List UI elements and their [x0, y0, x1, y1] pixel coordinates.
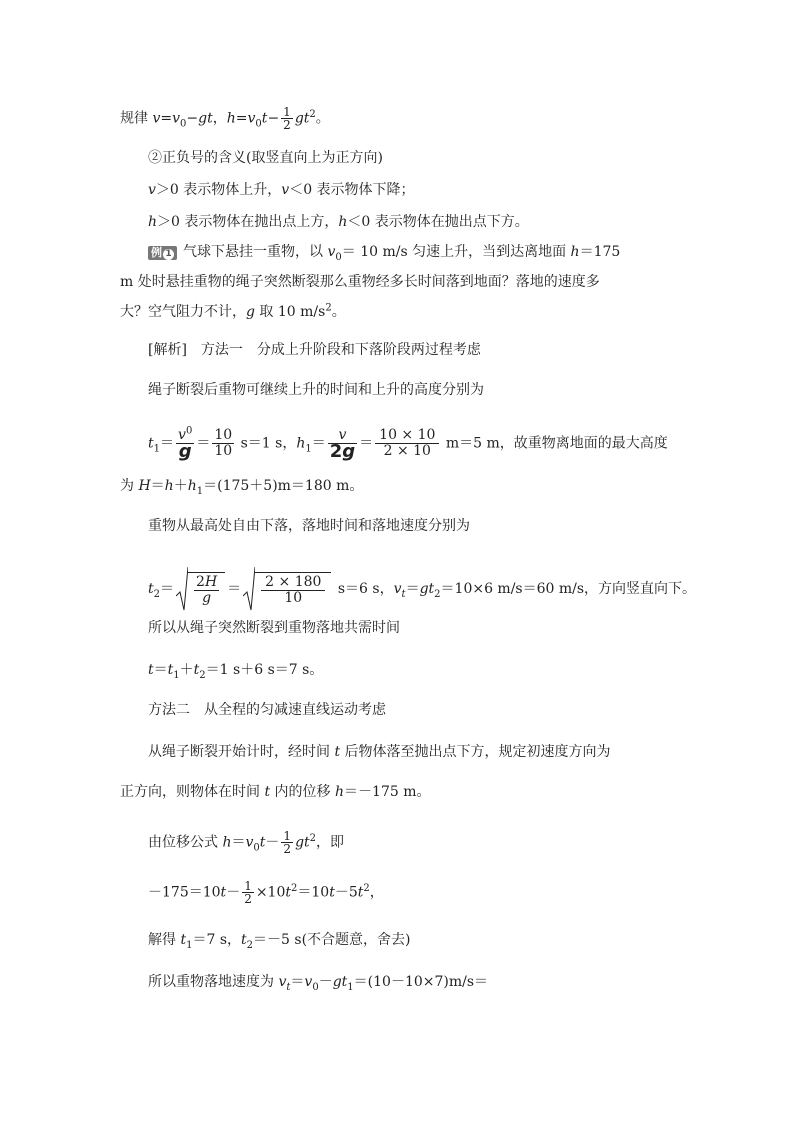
sqrt-2H-over-g: $\frac{2H}{g}$ — [176, 566, 225, 612]
method-two-line-2: 正方向，则物体在时间 t 内的位移 h＝－175 m。 — [120, 784, 431, 800]
fraction-half: $\frac{1}{2}$ — [283, 105, 291, 132]
solution-roots: 解得 $t_1=7$ s，$t_2=-5$ s(不合题意，舍去) — [148, 932, 411, 951]
velocity-sign-line: v＞0 表示物体上升，v＜0 表示物体下降； — [148, 182, 415, 198]
height-sign-line: h＞0 表示物体在抛出点上方，h＜0 表示物体在抛出点下方。 — [148, 214, 529, 230]
method-two-line-1: 从绳子断裂开始计时，经时间 t 后物体落至抛出点下方，规定初速度方向为 — [148, 744, 611, 760]
final-velocity-line: 所以重物落地速度为 $v_t=v_0-gt_1=(10-10\times 7)m/s=$ — [148, 974, 489, 993]
max-height-line: 为 $H=h+h_1=(175+5)m=180$ m。 — [120, 478, 364, 497]
method-two-heading: 方法二 从全程的匀减速直线运动考虑 — [148, 702, 386, 718]
displacement-formula: 由位移公式 $h=v_0t-$ $\frac{1}{2}$ $gt^2$，即 — [148, 829, 345, 856]
example-line-3: 大？空气阻力不计，g 取 10 $m/s^2$。 — [120, 302, 346, 320]
formula-t1-h1: $t_1=$ $v^0$ g ＝ $\frac{10}{10}$ s＝1 s，$h_1=$ v 2g ＝ $\frac{10 \times 10}{2 \times 10}$ m＝5 m，故重物离地面的最大高度 — [148, 425, 668, 462]
solution-line-1: 绳子断裂后重物可继续上升的时间和上升的高度分别为 — [148, 382, 484, 398]
solution-line-free-fall: 重物从最高处自由下落，落地时间和落地速度分别为 — [148, 518, 470, 534]
sqrt-2x180-over-10: $\frac{2 \times 180}{10}$ — [243, 566, 331, 612]
example-badge: 例 1 — [148, 246, 177, 260]
example-line-2: m 处时悬挂重物的绳子突然断裂那么重物经多长时间落到地面？落地的速度多 — [120, 274, 600, 290]
sign-meaning-heading: ②正负号的含义(取竖直向上为正方向) — [148, 150, 383, 166]
total-time-intro: 所以从绳子突然断裂到重物落地共需时间 — [148, 620, 400, 636]
example-line-1: 例 1 气球下悬挂一重物，以 $v_0= 10$ m/s 匀速上升，当到达离地面 h＝175 — [148, 242, 620, 262]
solution-heading: [解析] 方法一 分成上升阶段和下落阶段两过程考虑 — [148, 342, 481, 358]
formula-line-1: 规律 $v=v_0-gt$，$h=v_0t-$ $\frac{1}{2}$ $gt^2$。 — [120, 105, 330, 132]
formula-t2-vt: $t_2=$ $\frac{2H}{g}$ ＝ $\frac{2 \times 180}{10}$ s＝6 s，$v_t=gt_2=10\times 6$ m/s＝60 m/s，方向竖直向下。 — [148, 566, 696, 586]
displacement-substitution: －175＝10t－ $\frac{1}{2}$ $\times 10t^2=10t-5t^2$， — [148, 879, 384, 906]
total-time-formula: $t=t_1+t_2=1$ s＋6 s＝7 s。 — [148, 662, 324, 681]
